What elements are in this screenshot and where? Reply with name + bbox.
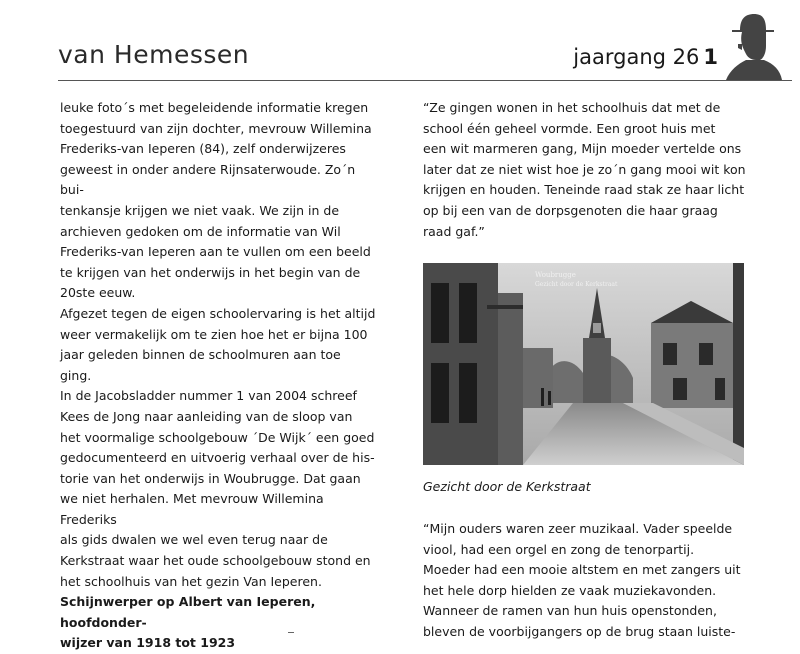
man-with-hat-silhouette-icon	[724, 10, 782, 80]
footer-mark	[288, 632, 294, 633]
volume-indicator	[573, 45, 718, 69]
text-line: het hele dorp hielden ze vaak muziekavonden.	[423, 582, 717, 598]
quote-paragraph	[423, 519, 748, 643]
text-line: jaar geleden binnen de schoolmuren aan toe	[60, 347, 341, 363]
text-line: tenkansje krijgen we niet vaak. We zijn in de	[60, 202, 340, 218]
page-number: 1	[703, 45, 718, 69]
text-line: 20ste eeuw.	[60, 285, 136, 301]
text-line: een wit marmeren gang, Mijn moeder vertelde ons	[423, 141, 742, 157]
quote-paragraph	[423, 98, 748, 242]
right-column-top	[423, 98, 748, 242]
text-line: te krijgen van het onderwijs in het begin van de	[60, 264, 361, 280]
text-line: leuke foto´s met begeleidende informatie kregen	[60, 100, 369, 115]
text-line: viool, had een orgel en zong de tenorpartij.	[423, 541, 695, 557]
text-line: Afgezet tegen de eigen schoolervaring is het altijd	[60, 305, 376, 321]
volume-label: jaargang 26	[573, 45, 700, 69]
text-line: toegestuurd van zijn dochter, mevrouw Willemina	[60, 120, 372, 136]
text-line: Moeder had een mooie altstem en met zangers uit	[423, 562, 741, 578]
text-line: het voormalige schoolgebouw ´De Wijk´ een goed	[60, 429, 375, 445]
text-line: Frederiks-van Ieperen (84), zelf onderwijzeres	[60, 141, 346, 157]
publication-title: van Hemessen	[58, 40, 250, 69]
text-line: Frederiks-van Ieperen aan te vullen om een beeld	[60, 244, 371, 260]
street-photo	[423, 263, 744, 465]
text-line: als gids dwalen we wel even terug naar de	[60, 532, 328, 548]
text-line: school één geheel vormde. Een groot huis met	[423, 120, 716, 136]
paragraph	[60, 304, 378, 386]
photo-caption: Gezicht door de Kerkstraat	[423, 479, 591, 494]
text-line: wijzer van 1918 tot 1923	[60, 635, 236, 651]
text-line: torie van het onderwijs in Woubrugge. Dat gaan	[60, 470, 361, 486]
text-line: op bij een van de dorpsgenoten die haar graag	[423, 202, 718, 218]
left-column	[60, 98, 378, 654]
text-line: we niet herhalen. Met mevrouw Willemina Frederiks	[60, 491, 324, 527]
text-line: bleven de voorbijgangers op de brug staan luiste-	[423, 623, 736, 639]
text-line: Wanneer de ramen van hun huis openstonden,	[423, 603, 717, 619]
right-column-bottom	[423, 519, 748, 643]
text-line: gedocumenteerd en uitvoerig verhaal over de his-	[60, 450, 375, 466]
text-line: In de Jacobsladder nummer 1 van 2004 schreef	[60, 388, 357, 404]
text-line: krijgen en houden. Teneinde raad stak ze haar licht	[423, 182, 745, 198]
photo-print-title: Woubrugge	[535, 271, 576, 279]
header-divider	[58, 80, 792, 81]
photo-print-subtitle: Gezicht door de Kerkstraat	[535, 281, 618, 288]
paragraph	[60, 98, 378, 304]
text-line: Schijnwerper op Albert van Ieperen, hoofdonder-	[60, 594, 316, 630]
text-line: Kerkstraat waar het oude schoolgebouw stond en	[60, 553, 371, 569]
text-line: weer vermakelijk om te zien hoe het er bijna 100	[60, 326, 368, 342]
text-line: het schoolhuis van het gezin Van Ieperen.	[60, 573, 322, 589]
text-line: ging.	[60, 367, 92, 383]
text-line: geweest in onder andere Rijnsaterwoude. Zo´n bui-	[60, 161, 356, 198]
text-line: Kees de Jong naar aanleiding van de sloop van	[60, 408, 353, 424]
text-line: raad gaf.”	[423, 223, 485, 239]
section-subheading	[60, 592, 378, 654]
text-line: “Ze gingen wonen in het schoolhuis dat met de	[423, 100, 721, 115]
text-line: later dat ze niet wist hoe je zo´n gang mooi wit kon	[423, 161, 746, 177]
paragraph	[60, 386, 378, 592]
text-line: “Mijn ouders waren zeer muzikaal. Vader speelde	[423, 521, 733, 536]
text-line: archieven gedoken om de informatie van Wil	[60, 223, 341, 239]
